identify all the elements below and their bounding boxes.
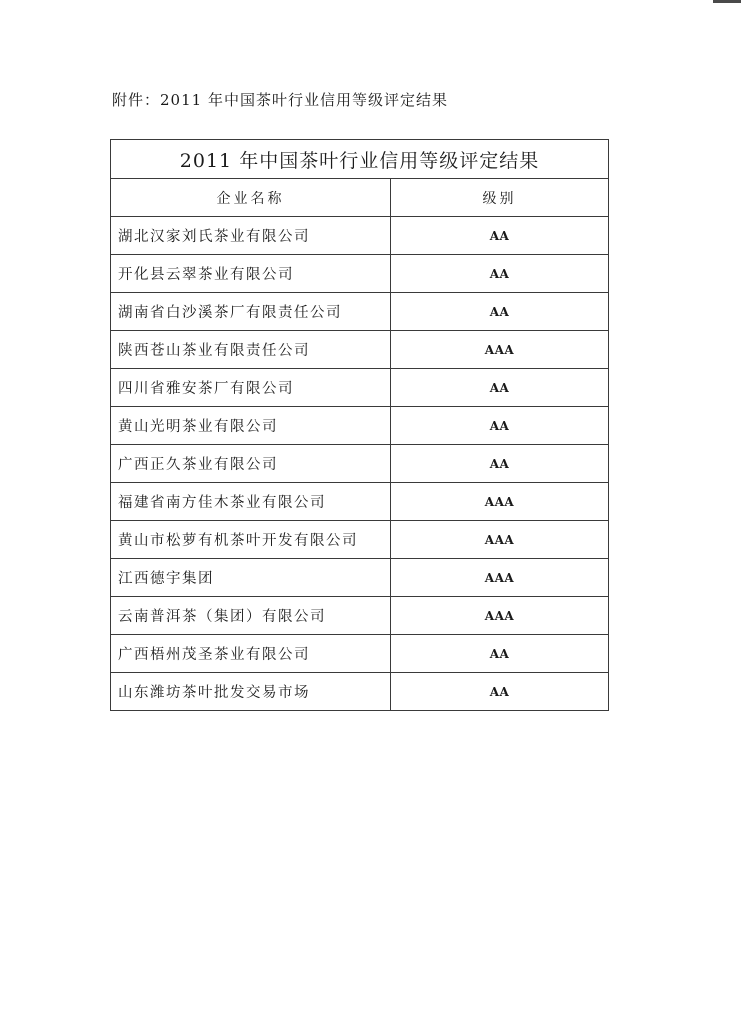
table-row bbox=[111, 293, 609, 331]
column-header-grade: 级别 bbox=[391, 179, 609, 217]
credit-grade: AAA bbox=[391, 483, 609, 521]
credit-grade: AA bbox=[391, 369, 609, 407]
company-name: 山东潍坊茶叶批发交易市场 bbox=[111, 673, 391, 711]
table-row bbox=[111, 407, 609, 445]
credit-grade: AAA bbox=[391, 559, 609, 597]
company-name: 四川省雅安茶厂有限公司 bbox=[111, 369, 391, 407]
company-name: 云南普洱茶（集团）有限公司 bbox=[111, 597, 391, 635]
table-row bbox=[111, 217, 609, 255]
company-name: 陕西苍山茶业有限责任公司 bbox=[111, 331, 391, 369]
credit-grade: AA bbox=[391, 217, 609, 255]
company-name: 广西梧州茂圣茶业有限公司 bbox=[111, 635, 391, 673]
table-title: 2011 年中国茶叶行业信用等级评定结果 bbox=[111, 140, 609, 179]
credit-grade: AA bbox=[391, 255, 609, 293]
table-row bbox=[111, 369, 609, 407]
table-row bbox=[111, 331, 609, 369]
company-name: 江西德宇集团 bbox=[111, 559, 391, 597]
credit-grade: AA bbox=[391, 635, 609, 673]
credit-grade: AA bbox=[391, 673, 609, 711]
table-row bbox=[111, 635, 609, 673]
company-name: 黄山光明茶业有限公司 bbox=[111, 407, 391, 445]
company-name: 福建省南方佳木茶业有限公司 bbox=[111, 483, 391, 521]
table-row bbox=[111, 559, 609, 597]
company-name: 湖南省白沙溪茶厂有限责任公司 bbox=[111, 293, 391, 331]
company-name: 黄山市松萝有机茶叶开发有限公司 bbox=[111, 521, 391, 559]
table-row bbox=[111, 673, 609, 711]
column-header-company: 企业名称 bbox=[111, 179, 391, 217]
company-name: 湖北汉家刘氏茶业有限公司 bbox=[111, 217, 391, 255]
credit-grade: AAA bbox=[391, 521, 609, 559]
credit-grade: AA bbox=[391, 445, 609, 483]
credit-grade: AAA bbox=[391, 331, 609, 369]
table-row bbox=[111, 597, 609, 635]
attachment-caption: 附件：2011 年中国茶叶行业信用等级评定结果 bbox=[112, 91, 448, 109]
credit-grade: AA bbox=[391, 293, 609, 331]
table-row bbox=[111, 483, 609, 521]
table-row bbox=[111, 255, 609, 293]
company-name: 开化县云翠茶业有限公司 bbox=[111, 255, 391, 293]
credit-rating-table bbox=[110, 139, 609, 711]
table-row bbox=[111, 445, 609, 483]
credit-grade: AAA bbox=[391, 597, 609, 635]
scan-edge-mark bbox=[713, 0, 741, 3]
company-name: 广西正久茶业有限公司 bbox=[111, 445, 391, 483]
credit-grade: AA bbox=[391, 407, 609, 445]
table-row bbox=[111, 521, 609, 559]
